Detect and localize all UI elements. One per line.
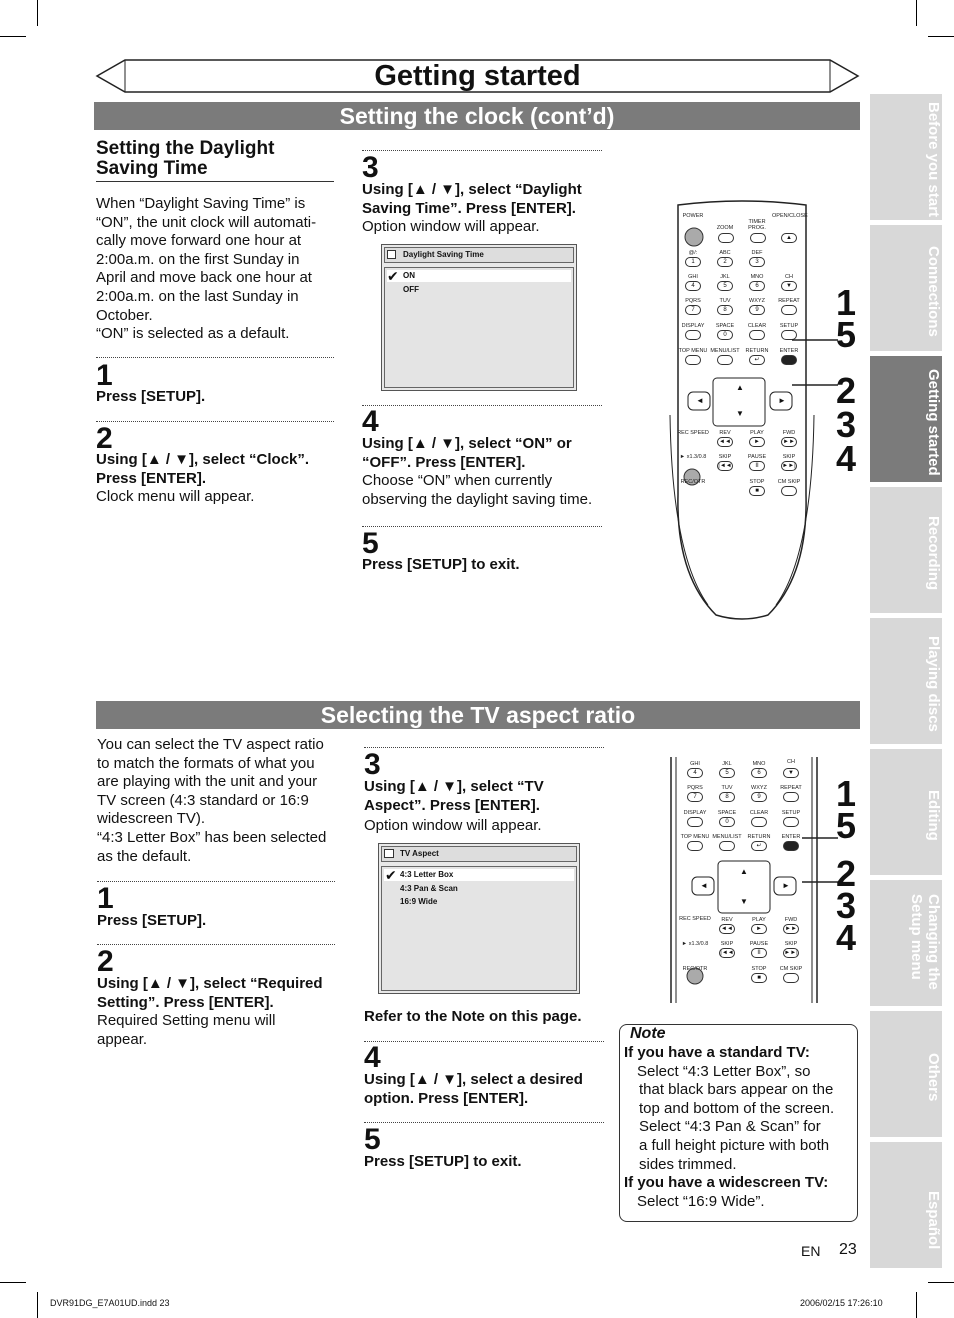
remote-button xyxy=(717,355,733,365)
section-title-clock: Setting the clock (cont’d) xyxy=(94,102,860,130)
remote-label: REV xyxy=(719,430,731,436)
remote-button xyxy=(687,817,703,827)
step-number: 1 xyxy=(96,359,113,392)
tab-others[interactable]: Others xyxy=(870,1011,942,1137)
remote-button: II xyxy=(749,461,765,471)
up-arrow-icon: ▲ xyxy=(736,383,744,392)
dotted-divider xyxy=(362,526,602,527)
callout-number: 4 xyxy=(836,917,857,958)
callout-number: 4 xyxy=(836,438,857,479)
step-text: Using [▲ / ▼], select “Clock”. Press [ENTER]. Clock menu will appear. xyxy=(96,451,310,506)
remote-label: SKIP xyxy=(718,454,732,460)
osd-option-off[interactable]: OFF xyxy=(403,285,419,294)
remote-label: SKIP xyxy=(782,454,796,460)
subheading: Setting the Daylight Saving Time xyxy=(96,138,275,179)
remote-button: 9 xyxy=(751,792,767,802)
remote-label: STOP xyxy=(749,479,765,485)
tab-espanol[interactable]: Español xyxy=(870,1142,942,1268)
note-content: If you have a standard TV: Select “4:3 Letter Box”, so that black bars appear on the top and bottom of the screen. Select “4:3 Pan & Scan” for a full height picture with both sides trimmed. If you have a widescreen TV: Select “16:9 Wide”. xyxy=(624,1044,835,1210)
remote-label: ENTER xyxy=(781,834,801,840)
callout-number: 1 xyxy=(836,282,857,323)
remote-button: ■ xyxy=(751,973,767,983)
remote-label: PLAY xyxy=(750,430,764,436)
remote-button xyxy=(783,817,799,827)
dotted-divider xyxy=(364,1041,604,1042)
remote-control-illustration xyxy=(670,757,818,1005)
remote-label: CLEAR xyxy=(747,323,767,329)
remote-button: ►►| xyxy=(784,950,798,956)
osd-option-list xyxy=(384,267,574,388)
dotted-divider xyxy=(96,357,334,358)
remote-button: ► xyxy=(751,924,767,934)
remote-label: CH xyxy=(785,274,793,280)
step-number: 1 xyxy=(97,882,114,915)
dotted-divider xyxy=(362,405,602,406)
crop-mark xyxy=(928,36,954,37)
remote-button: 7 xyxy=(685,305,701,315)
remote-button xyxy=(783,841,799,851)
dotted-divider xyxy=(96,421,334,422)
step-text: Using [▲ / ▼], select a desired option. Press [ENTER]. xyxy=(364,1071,583,1107)
remote-label: @/: xyxy=(688,250,698,256)
remote-label: WXYZ xyxy=(751,785,767,791)
dotted-divider xyxy=(97,944,335,945)
crop-mark xyxy=(0,36,26,37)
page-number: 23 xyxy=(839,1241,857,1258)
remote-label: ENTER xyxy=(779,348,799,354)
remote-label: CM SKIP xyxy=(777,479,801,485)
remote-label: TIMER PROG. xyxy=(748,219,766,231)
check-icon: ✔ xyxy=(387,268,399,284)
remote-label: REV xyxy=(721,917,733,923)
tab-connections[interactable]: Connections xyxy=(870,225,942,351)
remote-button: ▼ xyxy=(783,768,799,778)
remote-label: REC/OTR xyxy=(682,966,708,972)
right-arrow-icon: ► xyxy=(782,881,790,890)
remote-label: GHI xyxy=(688,274,698,280)
remote-label: PLAY xyxy=(752,917,766,923)
dotted-divider xyxy=(364,1122,604,1123)
crop-mark xyxy=(37,1292,38,1318)
remote-button xyxy=(751,817,767,827)
tab-playing-discs[interactable]: Playing discs xyxy=(870,618,942,744)
remote-button: 6 xyxy=(751,768,767,778)
remote-button: 8 xyxy=(719,792,735,802)
remote-label: RETURN xyxy=(745,348,769,354)
footer-date: 2006/02/15 17:26:10 xyxy=(800,1298,883,1308)
callout-number: 5 xyxy=(836,314,857,355)
remote-button xyxy=(685,330,701,340)
remote-label: CLEAR xyxy=(749,810,769,816)
remote-button: 9 xyxy=(749,305,765,315)
remote-label: STOP xyxy=(751,966,767,972)
remote-label: MENU/LIST xyxy=(710,348,740,354)
remote-button xyxy=(719,841,735,851)
callout-lines xyxy=(800,830,840,890)
check-icon: ✔ xyxy=(385,867,397,883)
remote-label: FWD xyxy=(782,430,796,436)
remote-label: MNO xyxy=(752,761,766,767)
crop-mark xyxy=(0,1282,26,1283)
remote-button xyxy=(783,792,799,802)
osd-option-panscan[interactable]: 4:3 Pan & Scan xyxy=(400,884,458,893)
step-number: 2 xyxy=(96,422,113,455)
note-label: Note xyxy=(630,1025,666,1042)
osd-window-tv-aspect xyxy=(378,843,580,994)
remote-label: SPACE xyxy=(717,810,737,816)
remote-label: WXYZ xyxy=(749,298,765,304)
step-number: 5 xyxy=(362,527,379,560)
remote-label: MENU/LIST xyxy=(712,834,742,840)
remote-button: 5 xyxy=(717,281,733,291)
remote-label: MNO xyxy=(750,274,764,280)
remote-button: 6 xyxy=(749,281,765,291)
callout-number: 1 xyxy=(836,773,857,814)
remote-label: PQRS xyxy=(687,785,703,791)
remote-button: ↵ xyxy=(751,841,767,851)
osd-title: Daylight Saving Time xyxy=(384,247,574,263)
osd-option-on[interactable]: ON xyxy=(387,270,571,282)
callout-lines xyxy=(790,330,840,430)
remote-label: TUV xyxy=(721,785,733,791)
down-arrow-icon: ▼ xyxy=(740,897,748,906)
remote-label: SETUP xyxy=(779,323,799,329)
remote-label: CH xyxy=(787,759,795,765)
remote-label: PAUSE xyxy=(749,941,769,947)
down-arrow-icon: ▼ xyxy=(736,409,744,418)
remote-button xyxy=(781,486,797,496)
osd-option-letterbox[interactable]: 4:3 Letter Box xyxy=(384,869,574,881)
step-text: Press [SETUP]. xyxy=(97,912,207,929)
remote-button xyxy=(749,330,765,340)
remote-label: REC SPEED xyxy=(677,430,709,436)
remote-button: ◄◄ xyxy=(719,924,735,934)
step-number: 3 xyxy=(364,748,381,781)
osd-option-wide[interactable]: 16:9 Wide xyxy=(400,897,438,906)
remote-label: ► x1.3/0.8 xyxy=(679,454,707,460)
remote-label: OPEN/CLOSE xyxy=(772,213,808,219)
remote-button: 2 xyxy=(717,257,733,267)
remote-button xyxy=(718,233,734,243)
remote-button: 4 xyxy=(685,281,701,291)
remote-label: DISPLAY xyxy=(683,810,707,816)
crop-mark xyxy=(928,1282,954,1283)
step-text: Press [SETUP] to exit. xyxy=(364,1153,522,1170)
up-arrow-icon: ▲ xyxy=(740,867,748,876)
refer-note: Refer to the Note on this page. xyxy=(364,1008,582,1025)
step-number: 5 xyxy=(364,1123,381,1156)
callout-number: 3 xyxy=(836,885,857,926)
page-title-banner xyxy=(95,58,860,94)
divider xyxy=(96,181,334,182)
remote-button: ▲ xyxy=(781,233,797,243)
remote-label: PAUSE xyxy=(747,454,767,460)
remote-label: POWER xyxy=(682,213,704,219)
remote-button: 3 xyxy=(749,257,765,267)
tab-changing-setup-menu[interactable]: Changing the Setup menu xyxy=(870,880,942,1006)
osd-option-list xyxy=(381,866,577,991)
remote-button: ▼ xyxy=(781,281,797,291)
dotted-divider xyxy=(364,747,604,748)
osd-title: TV Aspect xyxy=(381,846,577,862)
remote-label: FWD xyxy=(784,917,798,923)
step-number: 3 xyxy=(362,151,379,184)
remote-button: ►► xyxy=(783,924,799,934)
step-text: Using [▲ / ▼], select “ON” or “OFF”. Press [ENTER]. Choose “ON” when currently observing the daylight saving time. xyxy=(362,435,593,508)
step-text: Using [▲ / ▼], select “Daylight Saving Time”. Press [ENTER]. Option window will appear. xyxy=(362,181,582,236)
tv-icon xyxy=(384,849,394,858)
crop-mark xyxy=(37,0,38,26)
remote-button: 5 xyxy=(719,768,735,778)
remote-label: PQRS xyxy=(685,298,701,304)
remote-label: SKIP xyxy=(784,941,798,947)
remote-button: 8 xyxy=(717,305,733,315)
remote-label: JKL xyxy=(720,274,730,280)
remote-label: ► x1.3/0.8 xyxy=(681,941,709,947)
remote-label: CM SKIP xyxy=(779,966,803,972)
remote-button xyxy=(750,233,766,243)
remote-button: ↵ xyxy=(749,355,765,365)
step-text: Using [▲ / ▼], select “TV Aspect”. Press [ENTER]. Option window will appear. xyxy=(364,778,544,835)
remote-label: SPACE xyxy=(715,323,735,329)
remote-label: RETURN xyxy=(747,834,771,840)
crop-mark xyxy=(916,1292,917,1318)
footer-file: DVR91DG_E7A01UD.indd 23 xyxy=(50,1298,170,1308)
tab-before-you-start[interactable]: Before you start xyxy=(870,94,942,220)
remote-button: 1 xyxy=(685,257,701,267)
remote-button: II xyxy=(751,948,767,958)
remote-label: TOP MENU xyxy=(680,834,710,840)
page-title: Getting started xyxy=(374,60,581,92)
remote-label: DEF xyxy=(751,250,763,256)
step-text: Using [▲ / ▼], select “Required Setting”. Press [ENTER]. Required Setting menu will appear. xyxy=(97,975,323,1048)
dotted-divider xyxy=(97,881,335,882)
tab-recording[interactable]: Recording xyxy=(870,487,942,613)
callout-number: 5 xyxy=(836,805,857,846)
crop-mark xyxy=(916,0,917,26)
right-arrow-icon: ► xyxy=(778,396,786,405)
step-number: 4 xyxy=(364,1041,381,1074)
callout-number: 3 xyxy=(836,404,857,445)
remote-label: REC/OTR xyxy=(680,479,706,485)
tab-getting-started[interactable]: Getting started xyxy=(870,356,942,482)
dotted-divider xyxy=(362,150,602,151)
remote-label: REC SPEED xyxy=(679,916,711,922)
remote-button: 0 xyxy=(717,330,733,340)
step-text: Press [SETUP] to exit. xyxy=(362,556,520,573)
clock-icon xyxy=(387,250,396,259)
remote-button xyxy=(687,841,703,851)
remote-button: 4 xyxy=(687,768,703,778)
remote-button xyxy=(781,305,797,315)
step-number: 2 xyxy=(97,945,114,978)
remote-button: ■ xyxy=(749,486,765,496)
remote-button xyxy=(685,355,701,365)
callout-number: 2 xyxy=(836,853,857,894)
step-number: 4 xyxy=(362,405,379,438)
remote-label: REPEAT xyxy=(780,785,802,791)
remote-button: ◄◄ xyxy=(717,437,733,447)
remote-button: ► xyxy=(749,437,765,447)
remote-label: GHI xyxy=(690,761,700,767)
remote-label: ZOOM xyxy=(716,225,734,231)
section-title-aspect: Selecting the TV aspect ratio xyxy=(96,701,860,729)
remote-button: 7 xyxy=(687,792,703,802)
remote-button: |◄◄ xyxy=(718,463,732,469)
remote-label: SKIP xyxy=(720,941,734,947)
tab-editing[interactable]: Editing xyxy=(870,749,942,875)
remote-label: ABC xyxy=(719,250,731,256)
remote-label: TUV xyxy=(719,298,731,304)
footer-lang: EN xyxy=(801,1243,821,1259)
remote-button xyxy=(783,973,799,983)
remote-label: DISPLAY xyxy=(681,323,705,329)
callout-number: 2 xyxy=(836,370,857,411)
remote-button: 0 xyxy=(719,817,735,827)
remote-button: ►► xyxy=(781,437,797,447)
remote-button: |◄◄ xyxy=(720,950,734,956)
remote-button: ►►| xyxy=(782,463,796,469)
intro-text: You can select the TV aspect ratio to match the formats of what you are playing with the unit and your TV screen (4:3 standard or 16:9 widescreen TV). “4:3 Letter Box” has been selected as the default. xyxy=(97,736,327,865)
remote-label: REPEAT xyxy=(778,298,800,304)
step-text: Press [SETUP]. xyxy=(96,388,206,405)
intro-text: When “Daylight Saving Time” is “ON”, the unit clock will automati- cally move forward one hour at 2:00a.m. on the first Sunday in April and move back one hour at 2:00a.m. on the last Sunday in October. “ON” is selected as a default. xyxy=(96,195,317,343)
remote-label: TOP MENU xyxy=(678,348,708,354)
remote-label: JKL xyxy=(722,761,732,767)
left-arrow-icon: ◄ xyxy=(700,881,708,890)
osd-window-daylight xyxy=(381,244,577,391)
left-arrow-icon: ◄ xyxy=(696,396,704,405)
remote-label: SETUP xyxy=(781,810,801,816)
